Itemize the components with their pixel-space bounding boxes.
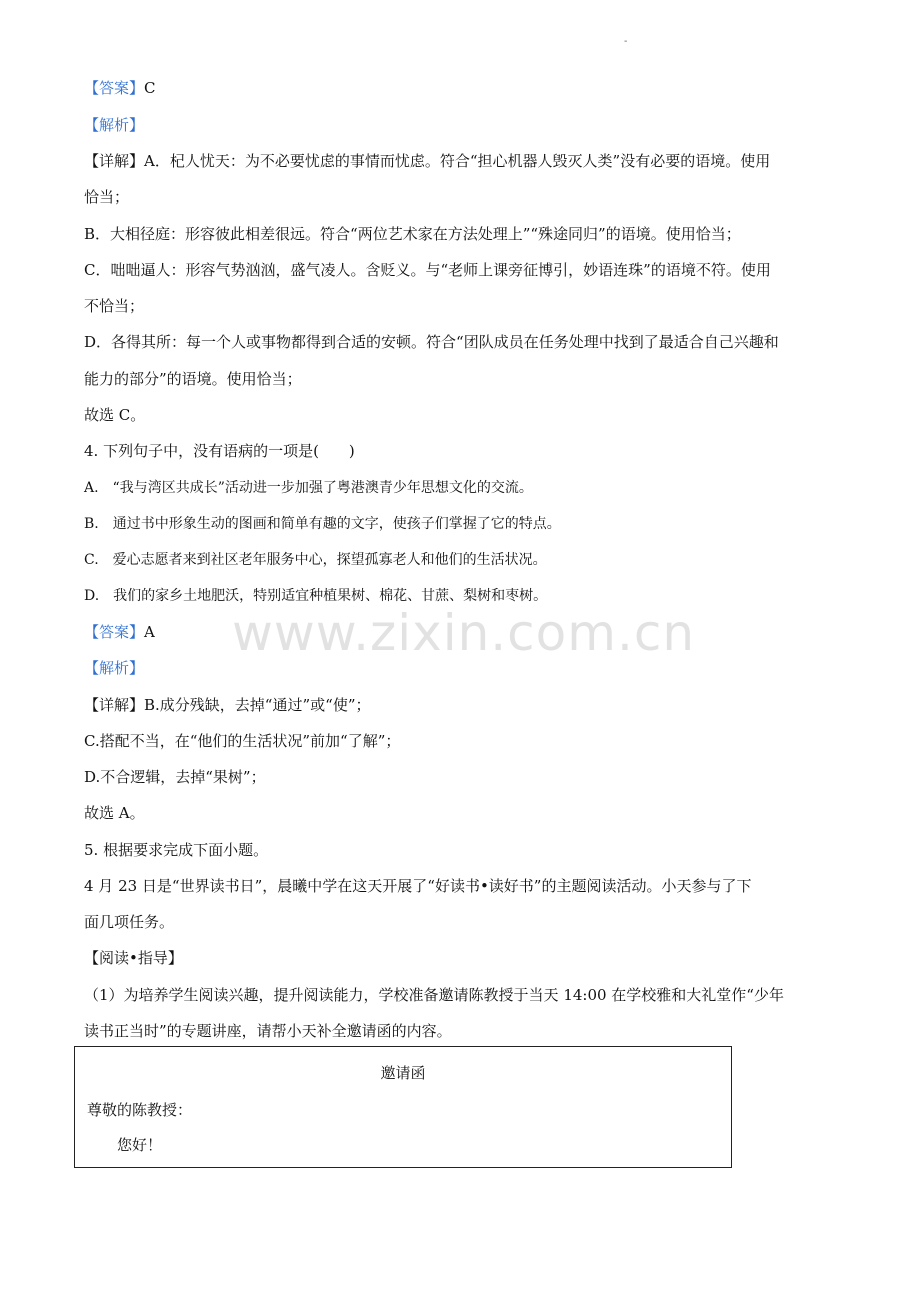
q3-detail-a-2: 恰当； [84,188,130,206]
q4-option-b: B. 通过书中形象生动的图画和简单有趣的文字，使孩子们掌握了它的特点。 [84,516,561,532]
q3-analysis-label: 【解析】 [84,116,145,134]
q4-detail-d: D.不合逻辑，去掉“果树”； [84,768,266,786]
q3-detail-d-1: D．各得其所：每一个人或事物都得到合适的安顿。符合“团队成员在任务处理中找到了最适合自己兴趣和 [84,333,779,351]
q4-analysis-label: 【解析】 [84,659,145,677]
q3-answer-value: C [144,79,156,97]
q4-option-a: A. “我与湾区共成长”活动进一步加强了粤港澳青少年思想文化的交流。 [84,480,533,496]
q5-task1-line-2: 读书正当时”的专题讲座，请帮小天补全邀请函的内容。 [84,1022,452,1040]
q4-detail-b-line [84,695,370,715]
q4-detail-c: C.搭配不当，在“他们的生活状况”前加“了解”； [84,732,401,750]
q3-answer-line [84,78,156,98]
q5-intro-2: 面几项任务。 [84,913,175,931]
invitation-greeting: 您好！ [117,1136,163,1154]
q4-answer-line [84,622,155,642]
q4-option-c: C. 爱心志愿者来到社区老年服务中心，探望孤寡老人和他们的生活状况。 [84,552,547,568]
invitation-title: 邀请函 [380,1064,426,1082]
q4-conclusion: 故选 A。 [84,804,145,822]
watermark: www.zixin.com.cn [232,604,696,662]
q4-answer-label: 【答案】 [84,623,145,641]
header-mark: - [624,36,628,47]
q3-detail-c-2: 不恰当； [84,297,145,315]
q5-section-title: 【阅读•指导】 [84,949,183,967]
q4-option-d: D. 我们的家乡土地肥沃，特别适宜种植果树、棉花、甘蔗、梨树和枣树。 [84,588,548,604]
q3-detail-d-2: 能力的部分”的语境。使用恰当； [84,370,302,388]
q3-answer-label: 【答案】 [84,79,145,97]
invitation-salutation: 尊敬的陈教授： [87,1101,193,1119]
q4-answer-value: A [144,623,155,641]
q4-detail-label: 【详解】 [84,696,145,714]
q3-detail-a-line [84,151,770,171]
q3-detail-c-1: C．咄咄逼人：形容气势汹汹，盛气凌人。含贬义。与“老师上课旁征博引，妙语连珠”的语境不符。使用 [84,261,771,279]
q3-detail-a-1: A．杞人忧天：为不必要忧虑的事情而忧虑。符合“担心机器人毁灭人类”没有必要的语境。使用 [144,152,771,170]
q3-conclusion: 故选 C。 [84,406,146,424]
q5-stem: 5. 根据要求完成下面小题。 [84,841,269,859]
invitation-letter-box [74,1046,732,1168]
q5-task1-line-1: （1）为培养学生阅读兴趣，提升阅读能力，学校准备邀请陈教授于当天 14:00 在学校雅和大礼堂作“少年 [84,986,784,1004]
q3-detail-label: 【详解】 [84,152,145,170]
q5-intro-1: 4 月 23 日是“世界读书日”，晨曦中学在这天开展了“好读书•读好书”的主题阅读活动。小天参与了下 [84,877,752,895]
q4-stem: 4. 下列句子中，没有语病的一项是( ) [84,442,355,460]
q3-detail-b: B．大相径庭：形容彼此相差很远。符合“两位艺术家在方法处理上”“殊途同归”的语境。使用恰当； [84,225,741,243]
q4-detail-b: B.成分残缺，去掉“通过”或“使”； [144,696,371,714]
